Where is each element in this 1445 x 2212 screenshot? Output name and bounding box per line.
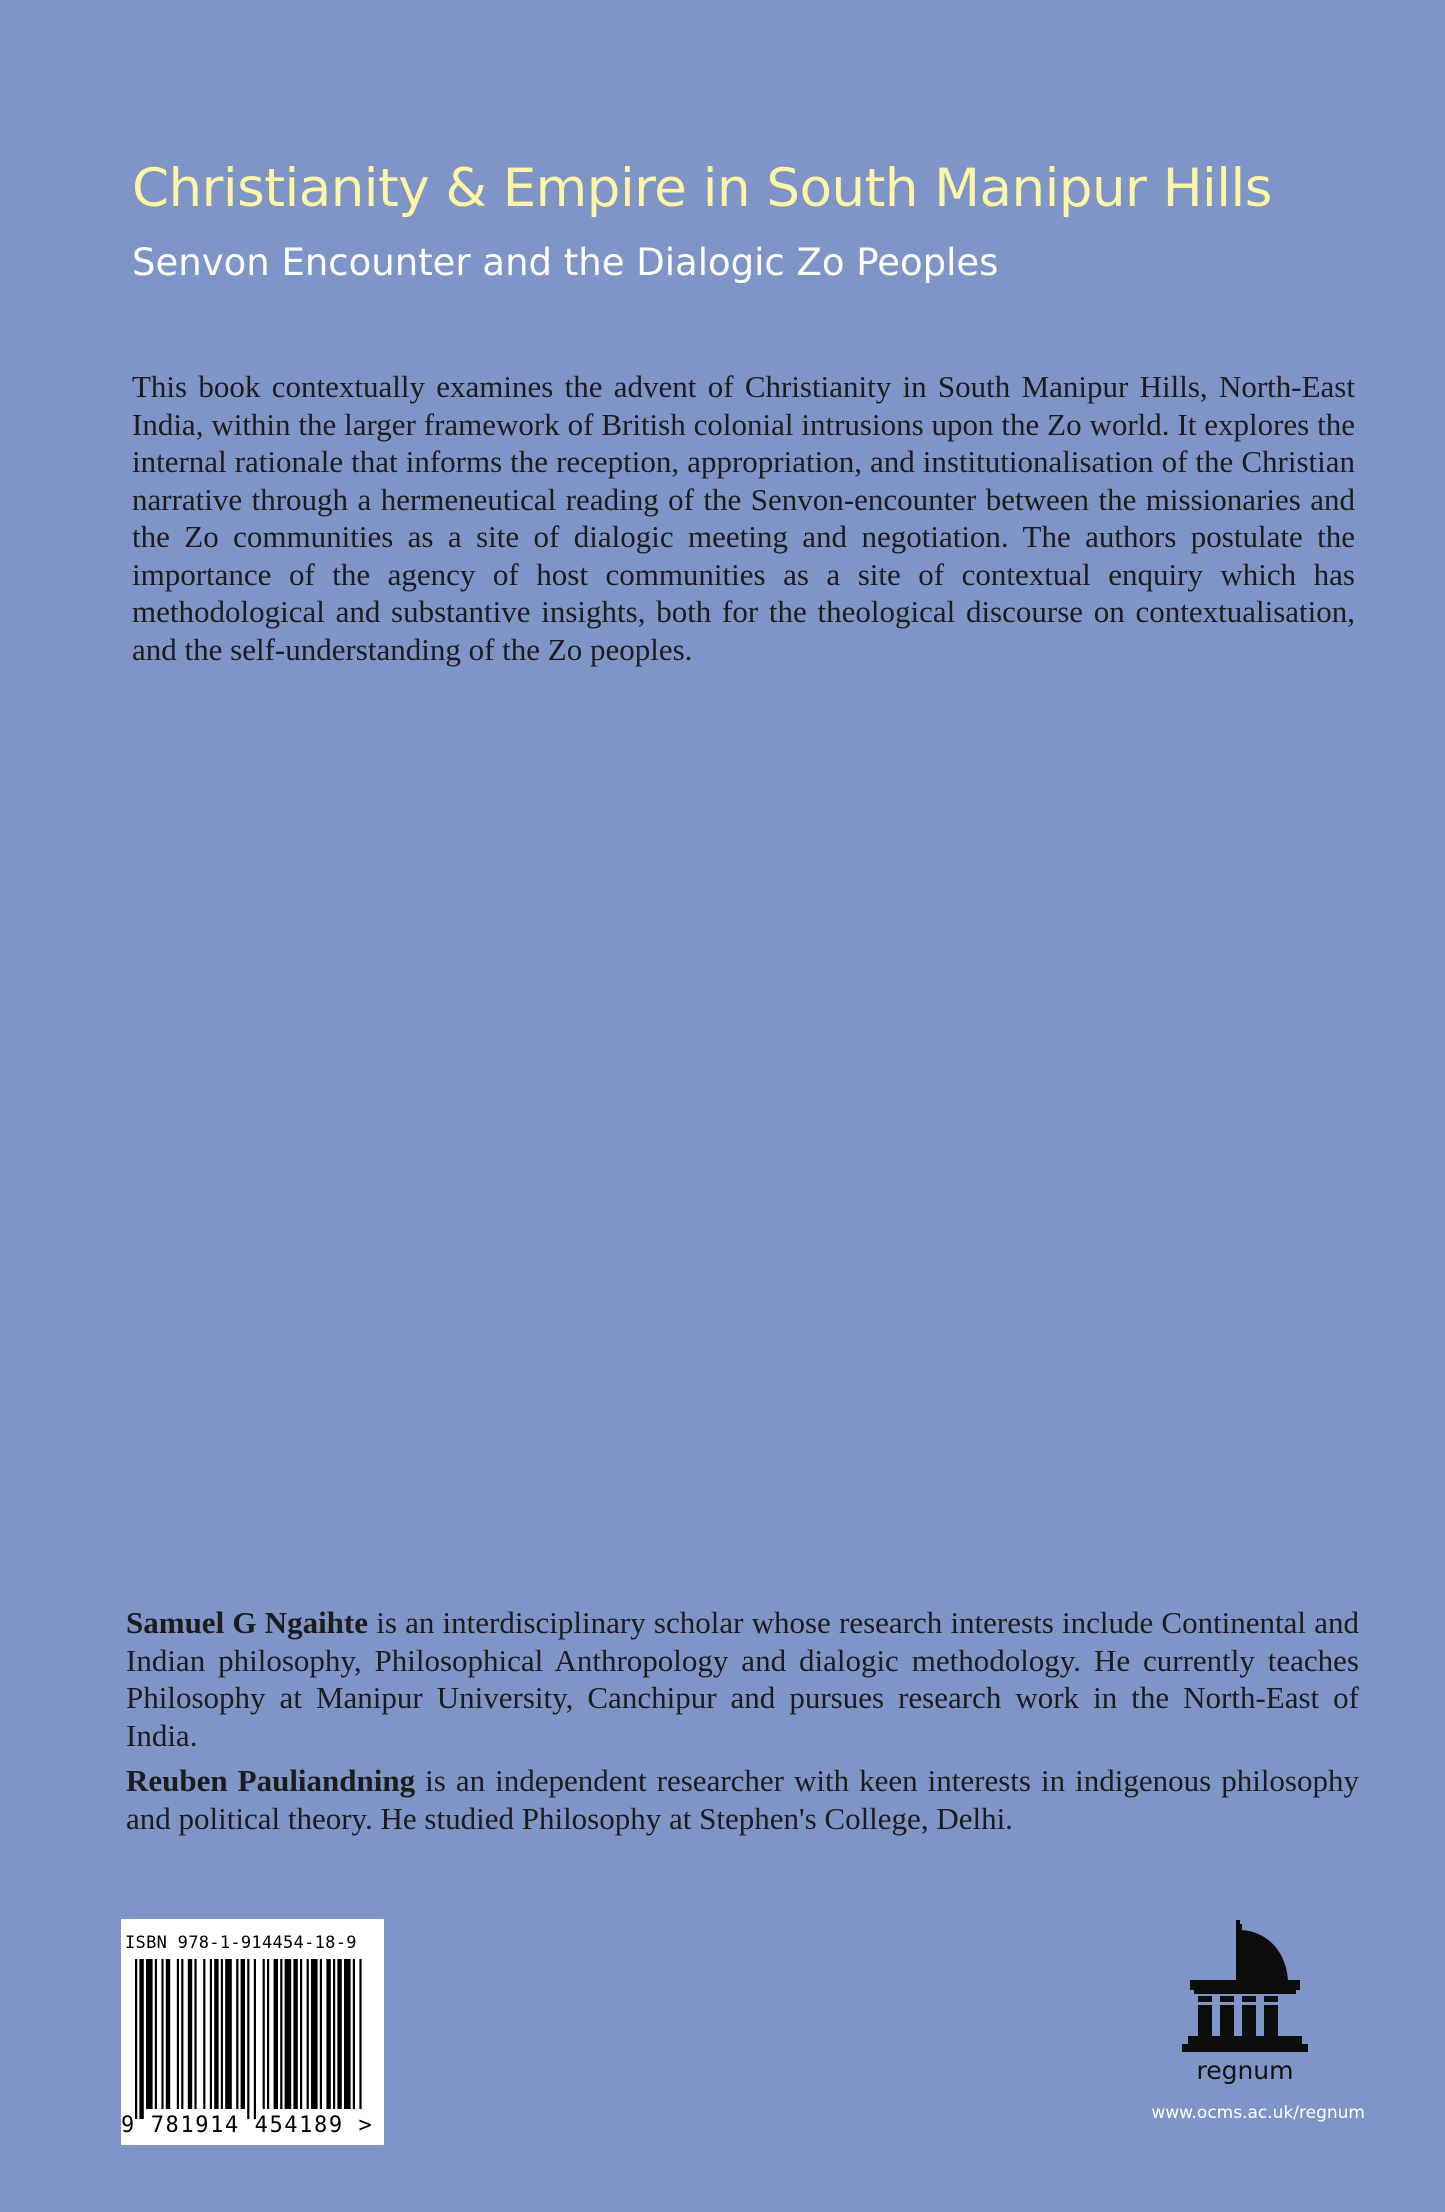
- barcode-bar: [177, 1959, 179, 2109]
- regnum-building-icon: [1170, 1918, 1320, 2058]
- barcode-digits: 9 781914 454189 >: [121, 2113, 374, 2138]
- barcode-bar: [344, 1959, 351, 2109]
- author-bio-2: [126, 1762, 1359, 1837]
- barcode-bar: [274, 1959, 278, 2109]
- publisher-name: regnum: [1196, 2056, 1294, 2085]
- barcode-bar: [161, 1959, 163, 2109]
- author-bio-text: is an interdisciplinary scholar whose research interests include Continental and Indian philosophy, Philosophical Anthropology and dialogic methodology. He currently teaches Philosophy at Manipur University, Canchipur and pursues research work in the North-East of India.: [126, 1605, 1359, 1753]
- barcode-bar: [333, 1959, 335, 2109]
- barcode-bar: [280, 1959, 282, 2109]
- barcode-bar: [139, 1959, 143, 2119]
- barcode-bar: [194, 1959, 196, 2109]
- barcode-bar: [311, 1959, 318, 2109]
- barcode-bar: [254, 1959, 256, 2119]
- barcode-bar: [221, 1959, 223, 2109]
- barcode-bar: [267, 1959, 269, 2109]
- barcode-bar: [214, 1959, 218, 2109]
- barcode-bar: [263, 1959, 265, 2109]
- author-bio-1: [126, 1604, 1359, 1754]
- publisher-block: [1125, 1918, 1365, 2123]
- author-name: Samuel G Ngaihte: [126, 1605, 369, 1640]
- barcode-bar: [146, 1959, 153, 2109]
- barcode-bar: [181, 1959, 183, 2109]
- barcode-bar: [236, 1959, 238, 2109]
- barcode-bar: [135, 1959, 137, 2119]
- barcode-bar: [326, 1959, 330, 2109]
- author-name: Reuben Pauliandning: [126, 1763, 416, 1798]
- barcode-bar: [241, 1959, 245, 2109]
- barcode-bar: [247, 1959, 249, 2119]
- barcode-bar: [166, 1959, 170, 2109]
- book-description: This book contextually examines the advent of Christianity in South Manipur Hills, North-East India, within the larger framework of British colonial intrusions upon the Zo world. It explores the internal rationale that informs the reception, appropriation, and institutionalisation of the Christian narrative through a hermeneutical reading of the Senvon-encounter between the missionaries and the Zo communities as a site of dialogic meeting and negotiation. The authors postulate the importance of the agency of host communities as a site of contextual enquiry which has methodological and substantive insights, both for the theological discourse on contextualisation, and the self-understanding of the Zo peoples.: [132, 369, 1355, 667]
- publisher-url[interactable]: www.ocms.ac.uk/regnum: [1151, 2103, 1365, 2123]
- barcode-icon: [129, 1959, 376, 2119]
- barcode-bar: [337, 1959, 341, 2109]
- barcode-bar: [320, 1959, 322, 2109]
- barcode-bar: [210, 1959, 212, 2109]
- barcode-bar: [155, 1959, 157, 2109]
- author-bio-text: is an independent researcher with keen interests in indigenous philosophy and political theory. He studied Philosophy at Stephen's College, Delhi.: [126, 1763, 1359, 1836]
- book-title: Christianity & Empire in South Manipur Hills: [132, 158, 1272, 219]
- barcode-bar: [307, 1959, 309, 2109]
- barcode-bar: [300, 1959, 302, 2109]
- isbn-label: ISBN 978-1-914454-18-9: [125, 1933, 357, 1953]
- barcode-bar: [188, 1959, 192, 2109]
- barcode-bar: [225, 1959, 232, 2109]
- barcode-bar: [293, 1959, 297, 2109]
- isbn-barcode: [121, 1919, 384, 2145]
- barcode-bar: [285, 1959, 292, 2109]
- barcode-bar: [359, 1959, 361, 2109]
- book-subtitle: Senvon Encounter and the Dialogic Zo Peoples: [132, 241, 999, 284]
- barcode-bar: [203, 1959, 205, 2109]
- barcode-bar: [353, 1959, 355, 2109]
